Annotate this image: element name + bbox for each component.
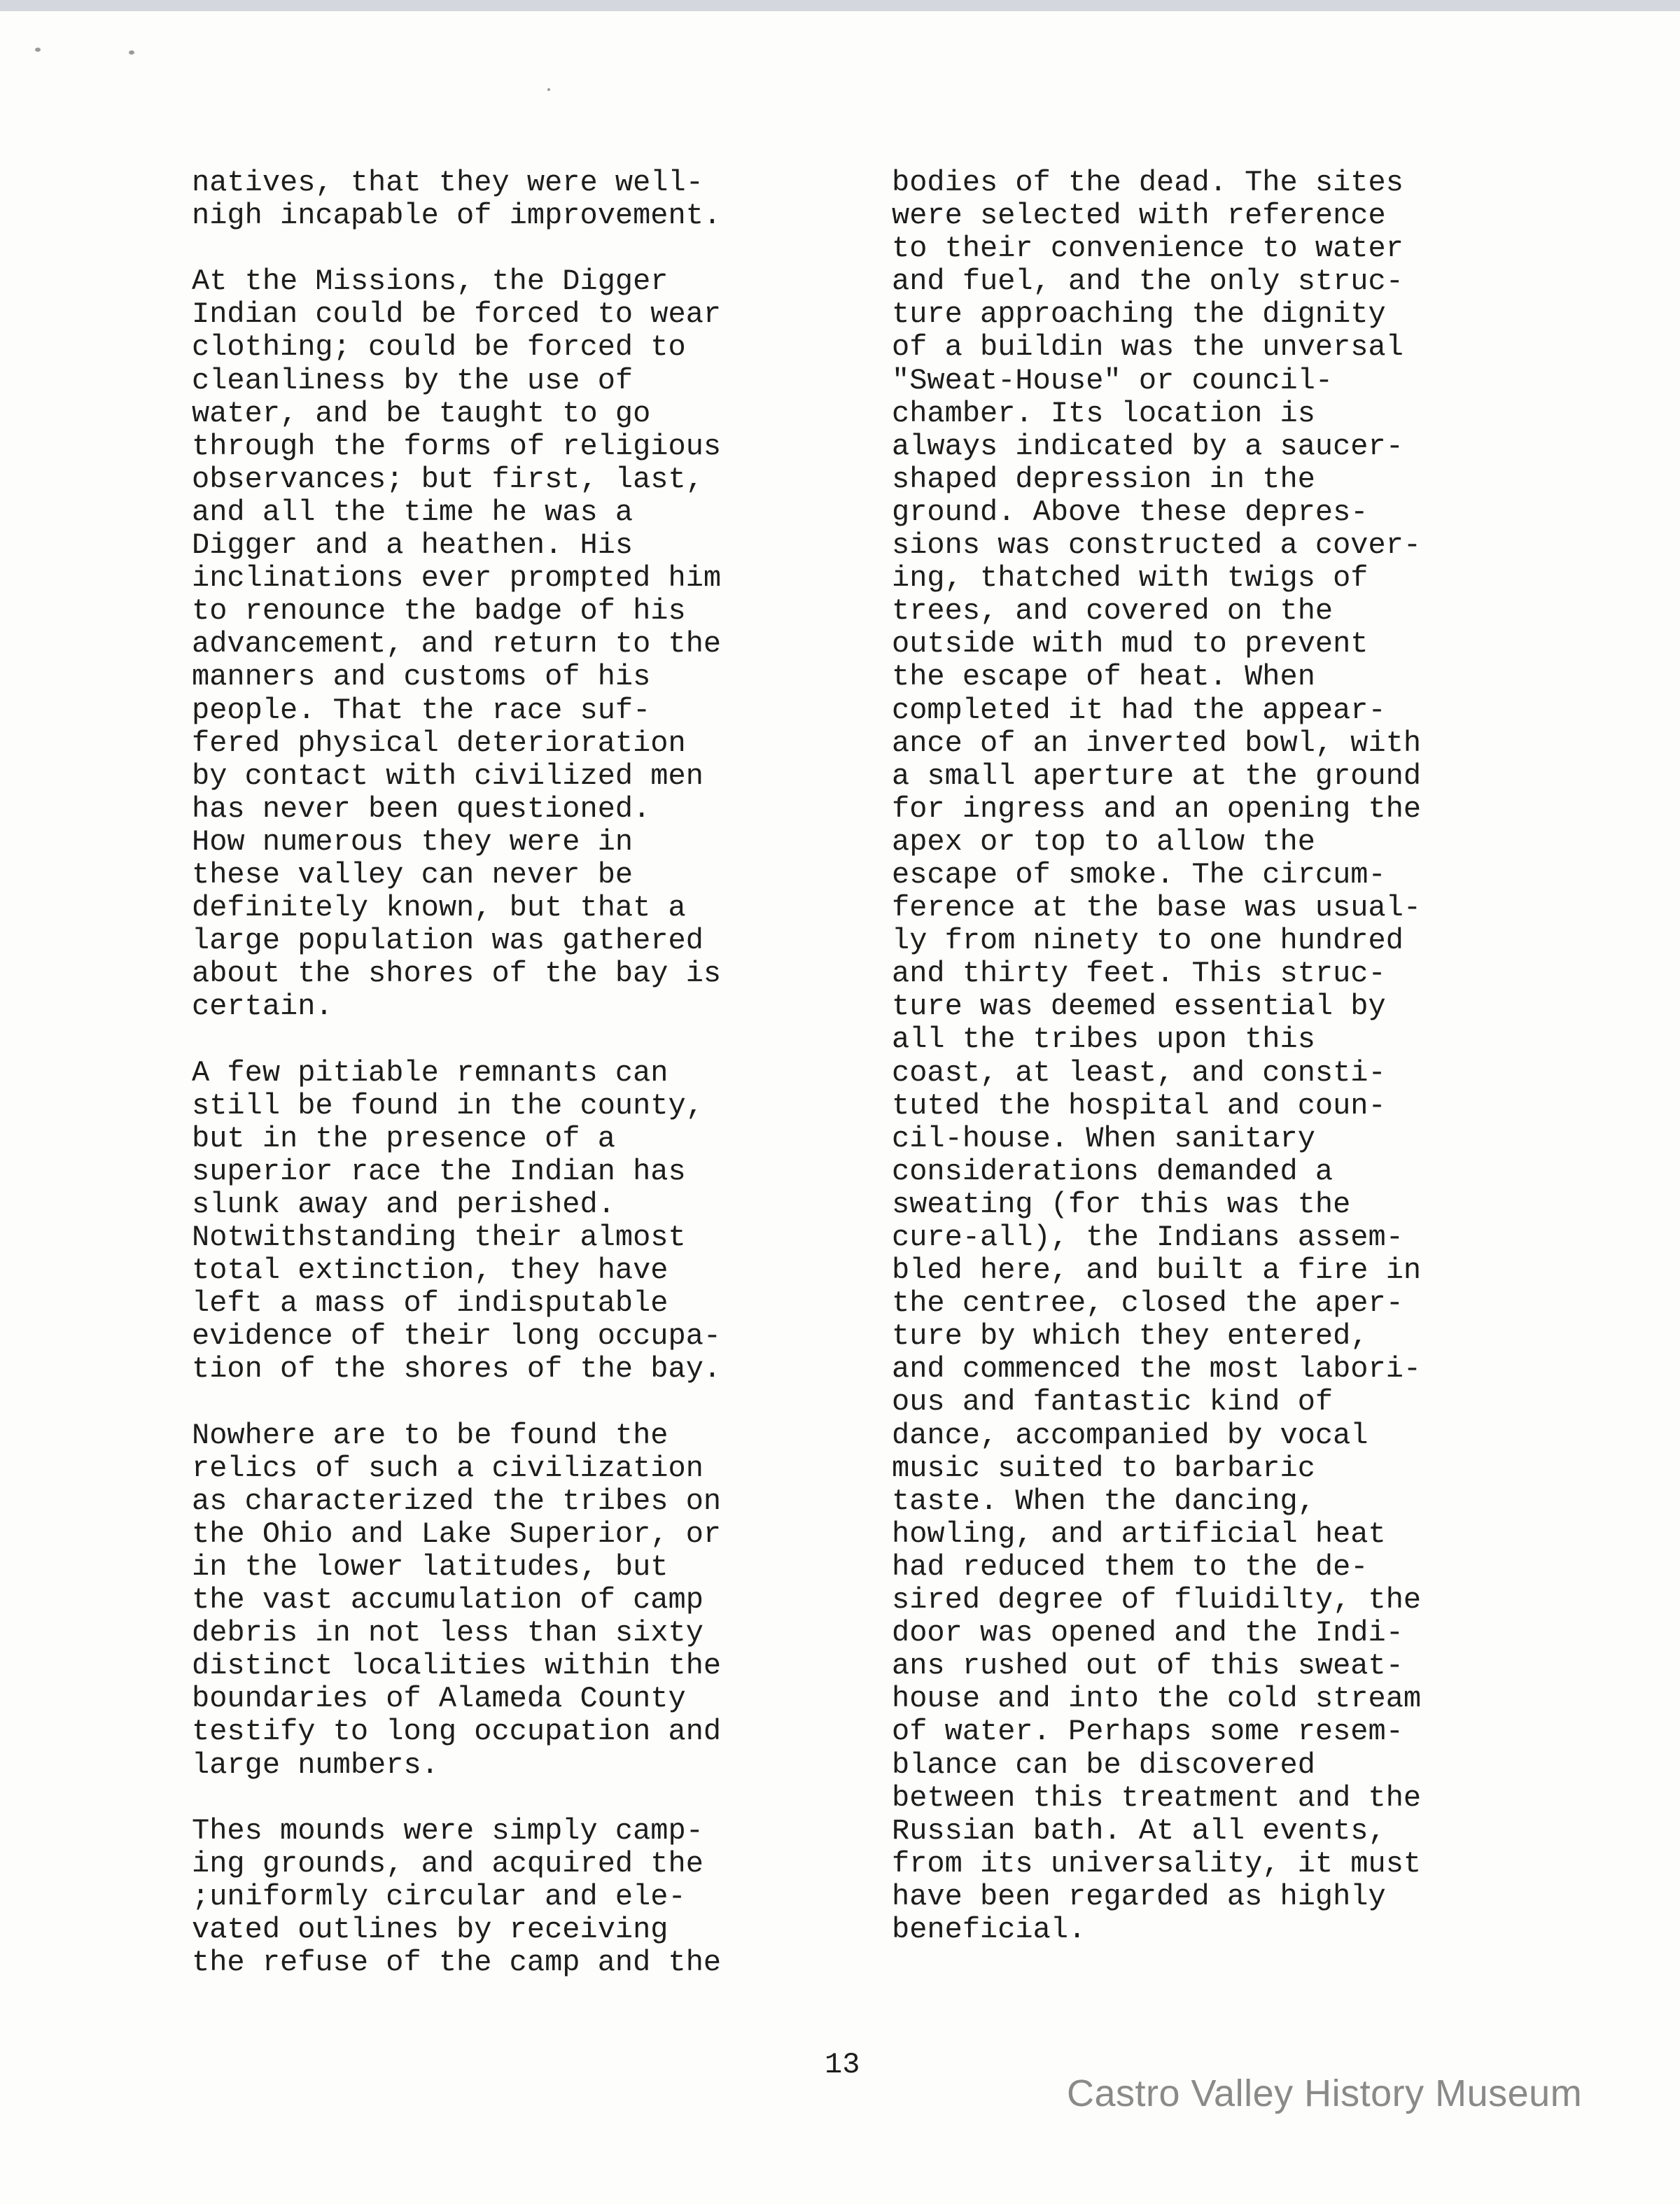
right-text-column	[892, 167, 1498, 1979]
scan-speck	[129, 50, 134, 55]
paragraph: bodies of the dead. The sites were selected with reference to their convenience to water and fuel, and the only struc- ture approaching the dignity of a buildin was the unversal "Sweat-House" or council- chamber. Its location is always indicated by a saucer- shaped depression in the ground. Above these depres- sions was constructed a cover- ing, thatched with twigs of trees, and covered on the outside with mud to prevent the escape of heat. When completed it had the appear- ance of an inverted bowl, with a small aperture at the ground for ingress and an opening the apex or top to allow the escape of smoke. The circum- ference at the base was usual- ly from ninety to one hundred and thirty feet. This struc- ture was deemed essential by all the tribes upon this coast, at least, and consti- tuted the hospital and coun- cil-house. When sanitary considerations demanded a sweating (for this was the cure-all), the Indians assem- bled here, and built a fire in the centree, closed the aper- ture by which they entered, and commenced the most labori- ous and fantastic kind of dance, accompanied by vocal music suited to barbaric taste. When the dancing, howling, and artificial heat had reduced them to the de- sired degree of fluidilty, the door was opened and the Indi- ans rushed out of this sweat- house and into the cold stream of water. Perhaps some resem- blance can be discovered between this treatment and the Russian bath. At all events, from its universality, it must have been regarded as highly beneficial.	[892, 166, 1422, 1946]
paragraph: Nowhere are to be found the relics of such a civilization as characterized the tribes on the Ohio and Lake Superior, or in the lower latitudes, but the vast accumulation of camp debris in not less than sixty distinct localities within the boundaries of Alameda County testify to long occupation and large numbers.	[192, 1418, 722, 1782]
paragraph: At the Missions, the Digger Indian could be forced to wear clothing; could be forced to cleanliness by the use of water, and be taught to go through the forms of religious observances; but first, last, and all the time he was a Digger and a heathen. His inclinations ever prompted him to renounce the badge of his advancement, and return to the manners and customs of his people. That the race suf- fered physical deterioration by contact with civilized men has never been questioned. How numerous they were in these valley can never be definitely known, but that a large population was gathered about the shores of the bay is certain.	[192, 265, 722, 1024]
paragraph: A few pitiable remnants can still be found in the county, but in the presence of a superior race the Indian has slunk away and perished. Notwithstanding their almost total extinction, they have left a mass of indisputable evidence of their long occupa- tion of the shores of the bay.	[192, 1055, 722, 1387]
page-number: 13	[825, 2048, 860, 2082]
scan-speck	[547, 88, 550, 91]
left-text-column	[192, 167, 795, 2012]
museum-watermark: Castro Valley History Museum	[1067, 2072, 1583, 2114]
scan-edge	[0, 0, 1680, 11]
paragraph: Thes mounds were simply camp- ing grounds, and acquired the ;uniformly circular and ele- vated outlines by receiving the refuse of the camp and the	[192, 1813, 722, 1980]
scan-speck	[35, 48, 41, 52]
paragraph: natives, that they were well- nigh incapable of improvement.	[192, 166, 722, 233]
